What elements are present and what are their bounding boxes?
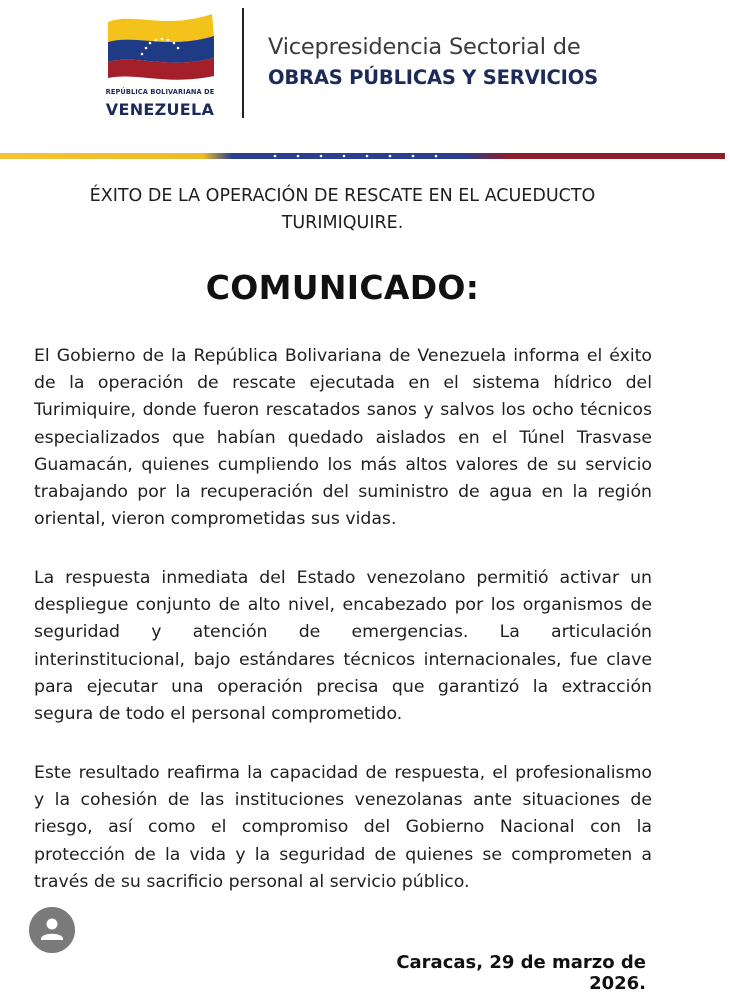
letterhead <box>0 0 730 150</box>
tricolor-divider <box>0 151 725 161</box>
user-avatar-icon <box>29 907 75 953</box>
communique-title: COMUNICADO: <box>205 268 480 307</box>
ministry-name-line2: OBRAS PÚBLICAS Y SERVICIOS <box>268 66 598 89</box>
ministry-name-line1: Vicepresidencia Sectorial de <box>268 34 581 60</box>
body-paragraph-2: La respuesta inmediata del Estado venezolano permitió activar un despliegue conjunto de alto nivel, encabezado por los organismos de seguridad y atención de emergencias. La articulación interinstitucional, bajo estándares técnicos internacionales, fue clave para ejecutar una operación precisa que garantizó la extracción segura de todo el personal comprometido. <box>34 568 652 725</box>
body-paragraph-3: Este resultado reafirma la capacidad de respuesta, el profesionalismo y la cohesión de las instituciones venezolanas ante situaciones de riesgo, así como el compromiso del Gobierno Nacional con la protección de la vida y la seguridad de quienes se comprometen a través de su sacrificio personal al servicio público. <box>34 763 652 892</box>
user-avatar-button[interactable] <box>27 905 77 955</box>
header-divider <box>242 8 244 118</box>
logo-country-name: VENEZUELA <box>105 100 215 119</box>
place-date-signature: Caracas, 29 de marzo de 2026. <box>396 952 646 994</box>
body-paragraph-1: El Gobierno de la República Bolivariana de Venezuela informa el éxito de la operación de rescate ejecutada en el sistema hídrico del Turimiquire, donde fueron rescatados sanos y salvos los ocho técnicos especializados que habían quedado aislados en el Túnel Trasvase Guamacán, quienes cumpliendo los más altos valores de su servicio trabajando por la recuperación del suministro de agua en la región oriental, vieron comprometidas sus vidas. <box>34 346 652 530</box>
venezuela-flag-logo <box>104 8 218 80</box>
communique-subject: ÉXITO DE LA OPERACIÓN DE RESCATE EN EL ACUEDUCTO TURIMIQUIRE. <box>89 186 596 233</box>
logo-subtitle: REPÚBLICA BOLIVARIANA DE <box>105 88 215 96</box>
